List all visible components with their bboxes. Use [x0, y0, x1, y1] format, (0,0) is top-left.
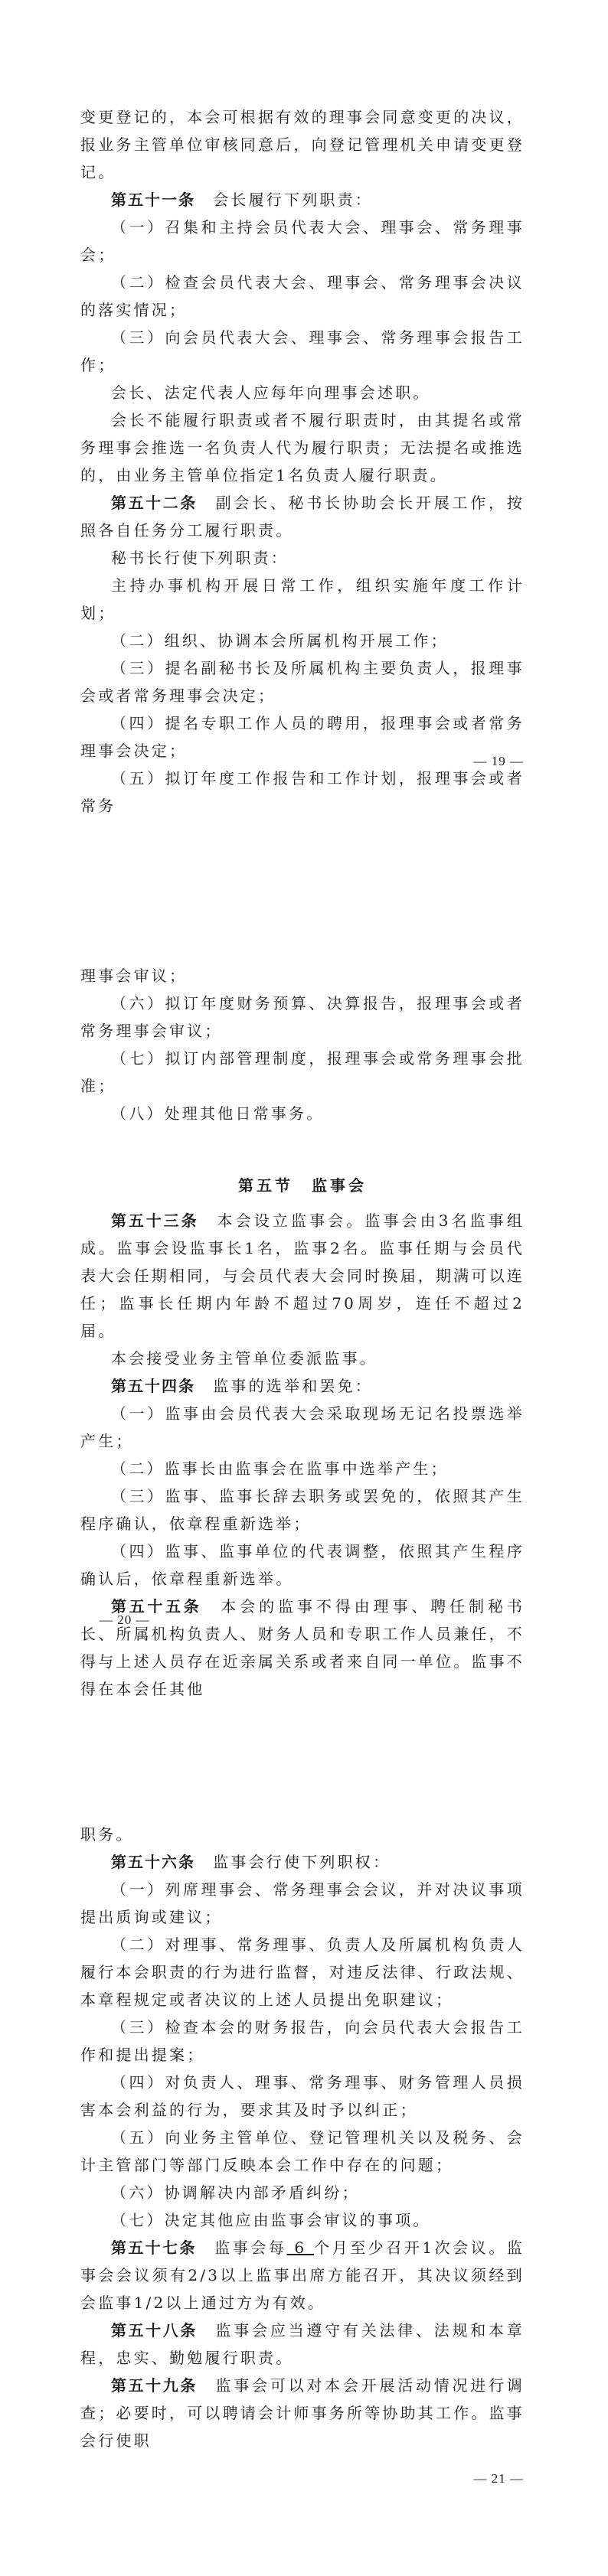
list-item: （七）拟订内部管理制度，报理事会或常务理事会批准；: [80, 1049, 525, 1095]
document-page-19: [0, 0, 608, 859]
paragraph: 本会接受业务主管单位委派监事。: [111, 1349, 378, 1368]
list-item: （二）组织、协调本会所属机构开展工作；: [111, 631, 449, 650]
list-item: （二）对理事、常务理事、负责人及所属机构负责人履行本会职责的行为进行监督，对违反法律、行政法规、本章程规定或者决议的上述人员提出免职建议；: [80, 1935, 525, 2009]
list-item: （三）监事、监事长辞去职务或罢免的，依照其产生程序确认，依章程重新选举；: [80, 1487, 525, 1533]
article-heading: 第五十七条: [111, 2239, 197, 2257]
document-page-20: [0, 859, 608, 1717]
article-heading: 第五十二条: [111, 494, 198, 512]
list-item: （三）检查本会的财务报告，向会员代表大会报告工作和提出提案；: [80, 2018, 525, 2064]
list-item: （五）拟订年度工作报告和工作计划，报理事会或者常务: [80, 769, 525, 815]
article-heading: 第五十四条: [111, 1377, 195, 1395]
list-item: （四）对负责人、理事、常务理事、财务管理人员损害本会利益的行为，要求其及时予以纠正；: [80, 2073, 525, 2119]
article-heading: 第五十一条: [111, 191, 195, 209]
page-number: — 21 —: [473, 2471, 524, 2486]
list-item: （七）决定其他应由监事会审议的事项。: [111, 2211, 431, 2229]
list-item: （六）拟订年度财务预算、决算报告，报理事会或者常务理事会审议；: [80, 994, 525, 1040]
article-heading: 第五十八条: [111, 2321, 198, 2340]
article-text: 监事会应当遵守有关法律、法规和本章程，忠实、勤勉履行职责。: [80, 2321, 525, 2367]
list-item: （四）提名专职工作人员的聘用，报理事会或者常务理事会决定；: [80, 714, 525, 760]
article-text: 个月至少召开1次会议。监事会会议须有2/3以上监事出席方能召开，其决议须经到会监事1/2以上通过方为有效。: [80, 2239, 525, 2312]
article-text: 本会的监事不得由理事、聘任制秘书长、所属机构负责人、财务人员和专职工作人员兼任，不得与上述人员存在近亲属关系或者来自同一单位。监事不得在本会任其他: [80, 1597, 525, 1698]
document-page-21: [0, 1717, 608, 2576]
list-item: 主持办事机构开展日常工作，组织实施年度工作计划；: [80, 576, 525, 622]
article-text: 本会设立监事会。监事会由3名监事组成。监事会设监事长1名，监事2名。监事任期与会员代表大会任期相同，与会员代表大会同时换届，期满可以连任；监事长任期内年龄不超过70周岁，连任不超过2届。: [80, 1211, 525, 1340]
paragraph: 变更登记的，本会可根据有效的理事会同意变更的决议，报业务主管单位审核同意后，向登记管理机关申请变更登记。: [80, 108, 525, 181]
article-paragraph: [80, 1848, 525, 1876]
list-item: （一）列席理事会、常务理事会会议，并对决议事项提出质询或建议；: [80, 1880, 525, 1926]
list-item: （五）向业务主管单位、登记管理机关以及税务、会计主管部门等部门反映本会工作中存在的问题；: [80, 2128, 525, 2174]
article-text: 监事会行使下列职权：: [213, 1853, 391, 1871]
article-heading: 第五十六条: [111, 1853, 195, 1871]
list-item: （三）向会员代表大会、理事会、常务理事会报告工作；: [80, 328, 525, 374]
article-text: 监事会每: [214, 2239, 287, 2257]
article-paragraph: [80, 186, 525, 214]
underlined-number: 6: [286, 2239, 315, 2257]
paragraph: 会长、法定代表人应每年向理事会述职。: [111, 383, 431, 402]
article-paragraph: [80, 2234, 525, 2317]
list-item: （二）监事长由监事会在监事中选举产生；: [111, 1459, 449, 1478]
paragraph: 职务。: [80, 1825, 134, 1844]
article-paragraph: [80, 2317, 525, 2372]
article-text: 会长履行下列职责：: [213, 191, 374, 209]
list-item: （八）处理其他日常事务。: [111, 1104, 325, 1123]
paragraph: 会长不能履行职责或者不履行职责时，由其提名或常务理事会推选一名负责人代为履行职责；无法提名或推选的，由业务主管单位指定1名负责人履行职责。: [80, 411, 525, 484]
article-paragraph: [80, 1593, 525, 1703]
article-heading: 第五十九条: [111, 2376, 198, 2395]
page-body: [80, 962, 525, 1703]
article-paragraph: [80, 1372, 525, 1400]
list-item: （一）召集和主持会员代表大会、理事会、常务理事会；: [80, 218, 525, 264]
list-item: （四）监事、监事单位的代表调整，依照其产生程序确认后，依章程重新选举。: [80, 1542, 525, 1588]
page-number: — 20 —: [100, 1612, 150, 1627]
list-item: （一）监事由会员代表大会采取现场无记名投票选举产生；: [80, 1404, 525, 1450]
list-item: （二）检查会员代表大会、理事会、常务理事会决议的落实情况；: [80, 273, 525, 319]
article-heading: 第五十三条: [111, 1211, 199, 1230]
page-body: [80, 103, 525, 820]
page-body: [80, 1821, 525, 2454]
page-number: — 19 —: [473, 754, 524, 768]
article-text: 监事的选举和罢免：: [213, 1377, 374, 1395]
article-heading: 第五十五条: [111, 1597, 202, 1616]
article-paragraph: [80, 1207, 525, 1345]
list-item: （三）提名副秘书长及所属机构主要负责人，报理事会或者常务理事会决定；: [80, 659, 525, 705]
article-text: 副会长、秘书长协助会长开展工作，按照各自任务分工履行职责。: [80, 494, 525, 540]
paragraph: 理事会审议；: [80, 967, 188, 985]
article-paragraph: [80, 2372, 525, 2454]
list-item: （六）协调解决内部矛盾纠纷；: [111, 2183, 360, 2202]
section-title: 第五节 监事会: [238, 1176, 367, 1195]
article-paragraph: [80, 489, 525, 544]
article-text: 监事会可以对本会开展活动情况进行调查；必要时，可以聘请会计师事务所等协助其工作。监事会行使职: [80, 2376, 525, 2450]
paragraph: 秘书长行使下列职责：: [111, 549, 289, 567]
